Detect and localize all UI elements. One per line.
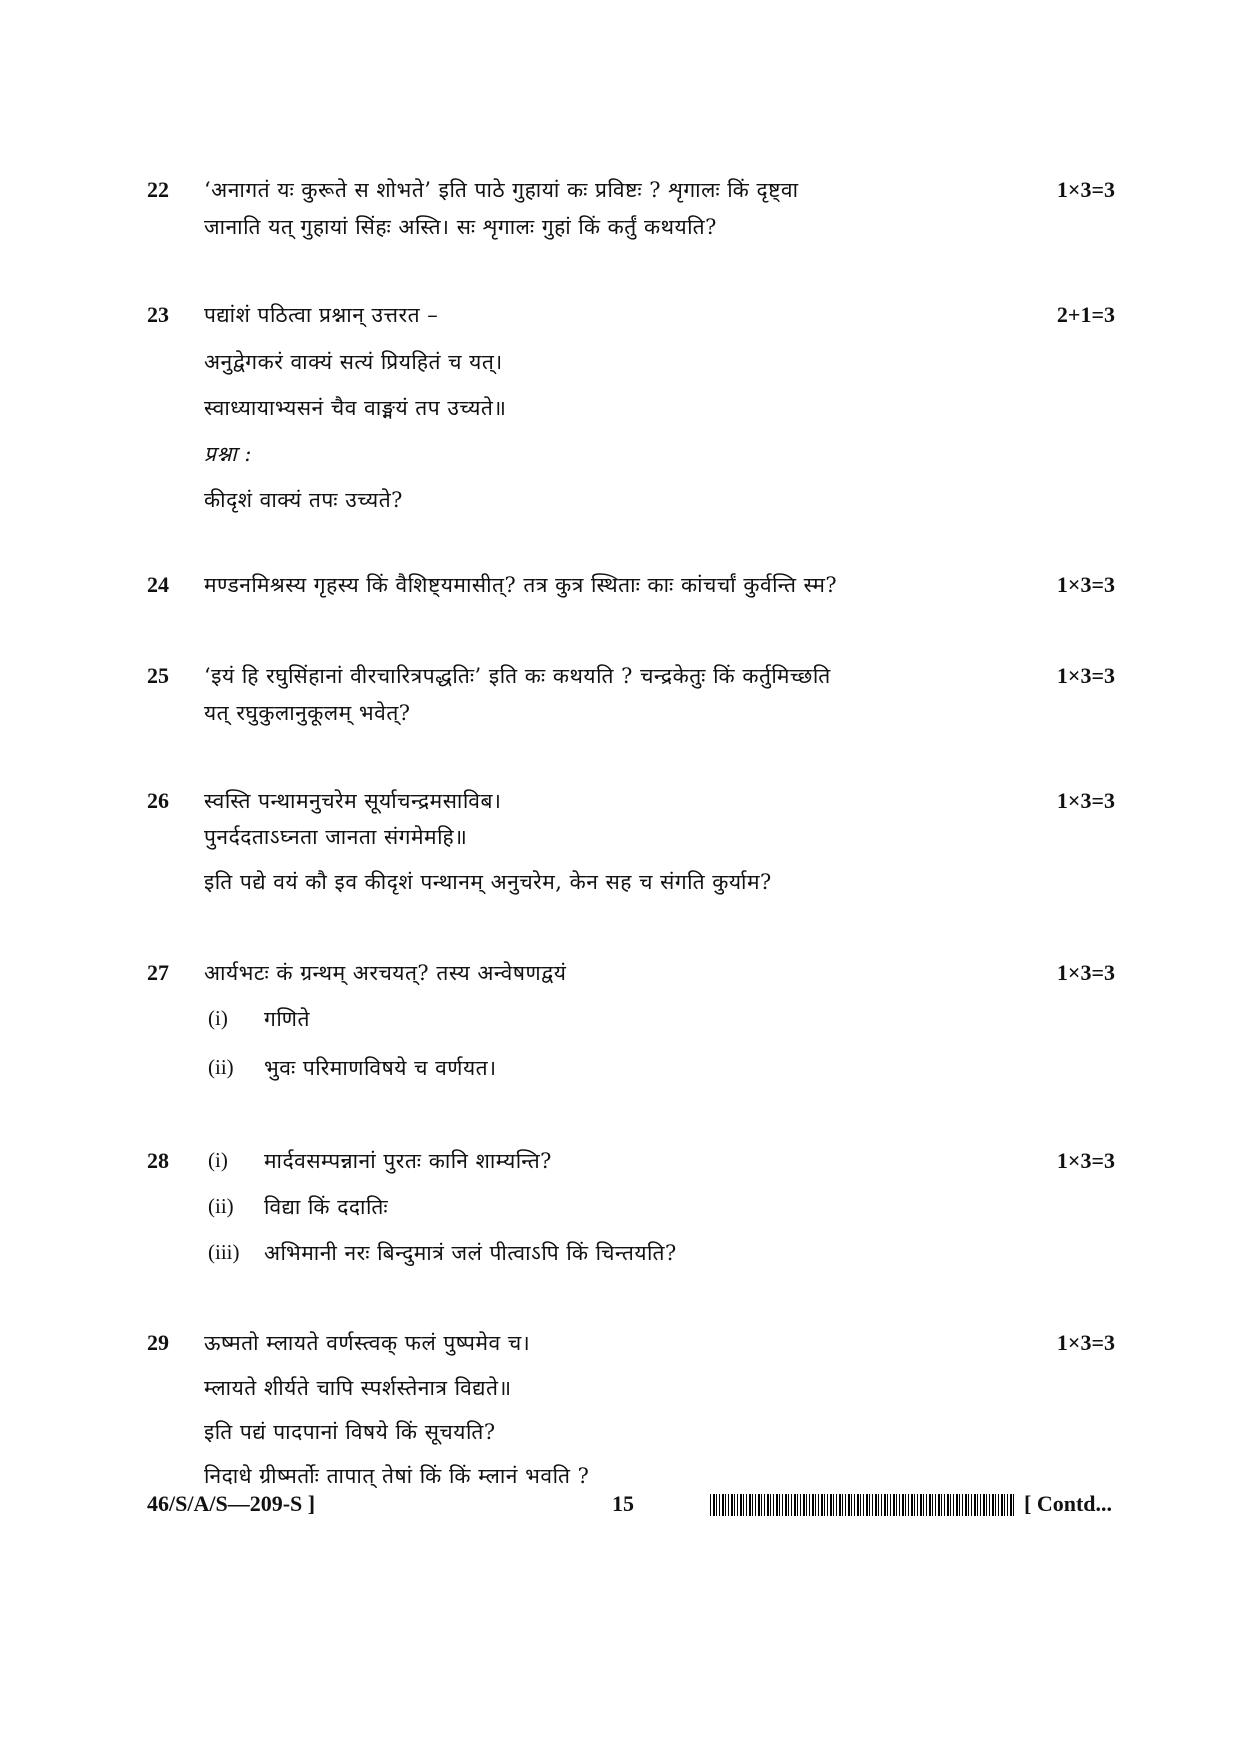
question-text: ‘इयं हि रघुसिंहानां वीरचारित्रपद्धतिः’ इति कः कथयति ? चन्द्रकेतुः किं कर्तुमिच्छति bbox=[204, 664, 831, 688]
question-text: इति पद्यं पादपानां विषये किं सूचयति? bbox=[204, 1420, 496, 1444]
verse-line: स्वाध्यायाभ्यसनं चैव वाङ्मयं तप उच्यते॥ bbox=[204, 396, 507, 420]
question-marks: 1×3=3 bbox=[1056, 1330, 1115, 1355]
sub-label: (ii) bbox=[208, 1055, 234, 1079]
question-marks: 1×3=3 bbox=[1056, 177, 1115, 202]
question-text: ‘अनागतं यः कुरूते स शोभते’ इति पाठे गुहायां कः प्रविष्टः ? शृगालः किं दृष्ट्वा bbox=[204, 178, 799, 202]
verse-line: स्वस्ति पन्थामनुचरेम सूर्याचन्द्रमसाविब। bbox=[204, 789, 502, 813]
sub-label: (iii) bbox=[208, 1240, 240, 1264]
verse-line: अनुद्वेगकरं वाक्यं सत्यं प्रियहितं च यत्। bbox=[204, 350, 503, 374]
question-number: 22 bbox=[147, 177, 169, 202]
verse-line: पुनर्ददताऽघ्नता जानता संगमेमहि॥ bbox=[204, 825, 468, 849]
question-text: जानाति यत् गुहायां सिंहः अस्ति। सः शृगालः गुहां किं कर्तुं कथयति? bbox=[204, 215, 717, 239]
question-number: 28 bbox=[147, 1148, 169, 1173]
question-text: आर्यभटः कं ग्रन्थम् अरचयत्? तस्य अन्वेषणद्वयं bbox=[204, 961, 567, 985]
question-marks: 1×3=3 bbox=[1056, 788, 1115, 813]
question-marks: 1×3=3 bbox=[1056, 1148, 1115, 1173]
question-text: कीदृशं वाक्यं तपः उच्यते? bbox=[204, 488, 403, 512]
question-number: 25 bbox=[147, 663, 169, 688]
question-text: निदाधे ग्रीष्मर्तोः तापात् तेषां किं किं म्लानं भवति ? bbox=[204, 1464, 590, 1488]
sub-text: विद्या किं ददातिः bbox=[264, 1195, 389, 1219]
question-marks: 1×3=3 bbox=[1056, 960, 1115, 985]
question-number: 29 bbox=[147, 1330, 169, 1355]
question-text: यत् रघुकुलानुकूलम् भवेत्? bbox=[204, 701, 411, 725]
question-text: पद्यांशं पठित्वा प्रश्नान् उत्तरत – bbox=[204, 303, 439, 327]
sub-text: मार्दवसम्पन्नानां पुरतः कानि शाम्यन्ति? bbox=[264, 1149, 552, 1173]
question-number: 24 bbox=[147, 572, 169, 597]
verse-line: म्लायते शीर्यते चापि स्पर्शस्तेनात्र विद्यते॥ bbox=[204, 1376, 512, 1400]
sub-label: (i) bbox=[208, 1148, 228, 1172]
sub-text: अभिमानी नरः बिन्दुमात्रं जलं पीत्वाऽपि किं चिन्तयति? bbox=[264, 1241, 677, 1265]
question-marks: 2+1=3 bbox=[1056, 302, 1115, 327]
sub-text: भुवः परिमाणविषये च वर्णयत। bbox=[264, 1056, 497, 1080]
verse-line: ऊष्मतो म्लायते वर्णस्त्वक् फलं पुष्पमेव च। bbox=[204, 1331, 531, 1355]
sub-label: (ii) bbox=[208, 1194, 234, 1218]
page-number: 15 bbox=[612, 1491, 634, 1516]
sub-label: (i) bbox=[208, 1006, 228, 1030]
paper-code: 46/S/A/S—209-S ] bbox=[147, 1491, 316, 1516]
question-number: 27 bbox=[147, 960, 169, 985]
question-number: 23 bbox=[147, 302, 169, 327]
contd-label: [ Contd... bbox=[1024, 1491, 1113, 1516]
question-text: इति पद्ये वयं कौ इव कीदृशं पन्थानम् अनुचरेम, केन सह च संगति कुर्याम? bbox=[204, 870, 772, 894]
question-marks: 1×3=3 bbox=[1056, 572, 1115, 597]
question-text: मण्डनमिश्रस्य गृहस्य किं वैशिष्ट्यमासीत्? तत्र कुत्र स्थिताः काः कांचर्चां कुर्वन्ति स्म? bbox=[204, 573, 838, 597]
sub-text: गणिते bbox=[264, 1007, 310, 1031]
question-number: 26 bbox=[147, 788, 169, 813]
barcode-image bbox=[710, 1494, 1015, 1516]
prashna-heading: प्रश्ना : bbox=[204, 442, 252, 466]
question-marks: 1×3=3 bbox=[1056, 663, 1115, 688]
